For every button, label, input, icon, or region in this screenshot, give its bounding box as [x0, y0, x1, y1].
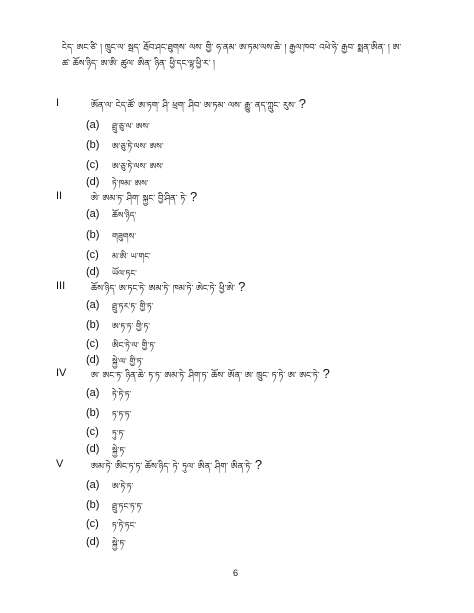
question-text: ཨམ་ཏེ་ ཨིང་ཏ་ཏ་ ཆོས་ཉིད་ ཏེ་ ཏུལ་ ཨིན་ ཤིག་ ཨིན་ཏེ་ ? — [91, 457, 263, 472]
option-label: (d) — [86, 176, 100, 188]
question-mark: ? — [322, 366, 330, 381]
option-text: ཨ་ཏ་ཏ་ གྱི་ཏ་ — [112, 321, 150, 331]
option-label: (a) — [86, 119, 100, 131]
option-label: (c) — [86, 338, 99, 350]
option-label: (b) — [86, 407, 100, 419]
option-text: ཏེ་ཁམ་ ཨས་ — [112, 178, 149, 188]
question-mark: ? — [298, 96, 306, 111]
page-number: 6 — [233, 568, 239, 578]
option-text: ཨ་ཅུ་ཏེ་ལས་ ཨས་ — [112, 161, 164, 171]
option-label: (d) — [86, 536, 100, 548]
question-text: ཨེ་ ཨམ་ཏ་ ཤིག་ སྐྱང་ བྱི་ཤིན་ ཏེ་ ? — [91, 189, 198, 204]
option-text: གཟུགས་ — [112, 231, 136, 241]
option-text: ཐྲུ་ཏང་ཏ་ཏ་ — [112, 501, 143, 511]
question-mark: ? — [189, 189, 198, 204]
question-text: ཨོན་ལ་ ངེད་ཚོ་ ཨ་ཏག་ ཤི་ ཕྲག་ ཤིབ་ ཨ་ཏམ་ ལས་ རྒྱུ་ ནད་ཀླུང་ རུས་ ? — [91, 96, 306, 111]
option-text: སྐྱེ་ཏ་ — [112, 445, 126, 455]
option-text: སྐྱེ་ལ་ གྱི་ཏ་ — [112, 356, 144, 366]
option-label: (b) — [86, 139, 100, 151]
reading-passage — [62, 40, 440, 72]
question-mark: ? — [254, 457, 263, 472]
option-text: སྐྱེ་ཏ་ — [112, 538, 126, 548]
option-label: (a) — [86, 208, 100, 220]
question-text: ཨ་ ཨང་ཏ་ ཉིན་ཆེ་ ཏ་ཏ་ ཨམ་ཏེ་ ཤིག་ཏ་ ཆོས་ ཨོན་ ཨ་ ཁྲུང་ ཏ་ཏེ་ ཨ་ ཨང་ཏེ་ ? — [91, 366, 330, 381]
option-label: (d) — [86, 266, 100, 278]
question-number: IV — [56, 367, 67, 379]
option-label: (d) — [86, 354, 100, 366]
passage-line-1: ངེད་ ཨང་ཙི་ ། ཁྲུང་ལ་ སྦད་ རྦོབ་ཤང་ཐུགས་ ལས་ གྱི་ ཧ་ནམ་ ཨ་ཏམ་ལས་ཆེ་ ། རྒྱལ་ཁབ་ འཕེ་ཧེ་ རྒྱབ་ སྨན་ཨིན་ ། ཨ་ — [62, 43, 402, 53]
option-label: (c) — [86, 249, 99, 261]
option-text: ཐྲུ་ཏར་ཏ་ གྱི་ཏ་ — [112, 301, 154, 311]
option-label: (b) — [86, 229, 100, 241]
option-label: (c) — [86, 159, 99, 171]
question-number: V — [56, 458, 64, 470]
option-text: ཏ་ཏ་ཏ་ — [112, 409, 132, 419]
question-text: ཆོས་ཉིད་ ཨ་ཏང་ཏེ་ ཨམ་ཏེ་ ཁམ་ཏེ་ ཨེང་ཏེ་ ཕྱི་ཨེ་ ? — [91, 279, 246, 294]
question-mark: ? — [238, 279, 246, 294]
option-label: (a) — [86, 387, 100, 399]
option-label: (c) — [86, 518, 99, 530]
option-label: (a) — [86, 299, 100, 311]
option-text: ཏེ་ཏེ་ཏ་ — [112, 389, 132, 399]
question-number: III — [56, 280, 66, 292]
option-text: ཨིང་ཏེ་ལ་ གྱི་ཏ་ — [112, 340, 156, 350]
option-label: (b) — [86, 499, 100, 511]
option-text: ཡོལ་ཏང་ — [112, 268, 137, 278]
option-text: ཐྲུ་ཅུ་ལ་ ཨས་ — [112, 121, 150, 131]
option-text: ཨ་ཏེ་ཏ་ — [112, 481, 134, 491]
option-text: ཨ་ཅུ་ཏེ་ལས་ ཨས་ — [112, 141, 164, 151]
option-text: ཏ་ཏེ་ཏང་ — [112, 520, 137, 530]
option-label: (a) — [86, 479, 100, 491]
option-label: (b) — [86, 319, 100, 331]
option-text: ཏུ་ཏ་ — [112, 428, 125, 438]
option-text: ཆོས་ཉིད་ — [112, 210, 137, 220]
passage-line-2: ཚ་ ཆོས་ཉིད་ ཨ་ཨི་ ཚུལ་ ཨིན་ ཉིན་ ཕྱི་དང་ལྷ་ཕྱི་ར་ ། — [62, 59, 215, 69]
option-label: (d) — [86, 443, 100, 455]
question-number: II — [56, 190, 63, 202]
option-text: མ་ཨི་ ཡ་གང་ — [112, 251, 151, 261]
question-number: I — [56, 97, 60, 109]
option-label: (c) — [86, 426, 99, 438]
